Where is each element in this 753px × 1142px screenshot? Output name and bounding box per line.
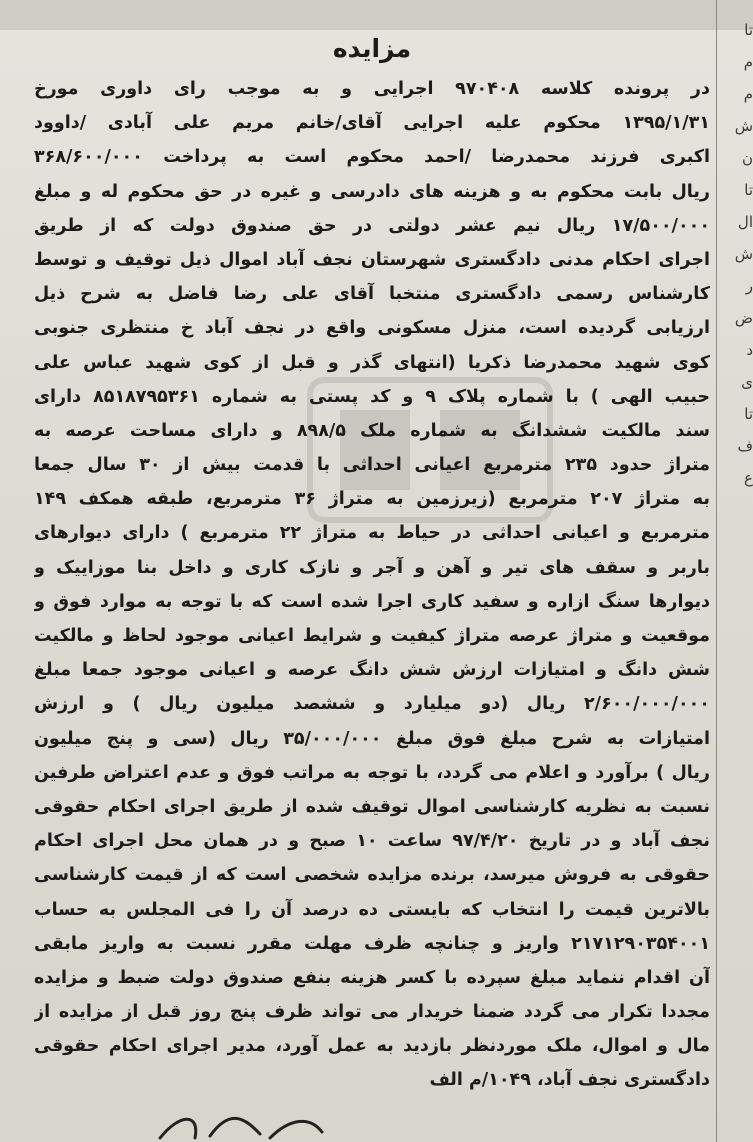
adjacent-column-text: تا bbox=[744, 405, 753, 423]
top-scan-strip bbox=[0, 0, 753, 30]
adjacent-column-fragment bbox=[720, 14, 753, 494]
adjacent-column-text: تا bbox=[744, 181, 753, 199]
notice-line: آن اقدام ننماید مبلغ سپرده با کسر هزینه بنفع صندوق دولت ضبط و مزایده bbox=[34, 967, 710, 988]
signature-scribble bbox=[150, 1108, 330, 1142]
notice-line: حبیب الهی ) با شماره پلاک ۹ و کد پستی به شماره ۸۵۱۸۷۹۵۳۶۱ دارای bbox=[34, 386, 710, 407]
notice-line: حقوقی به فروش میرسد، برنده مزایده شخصی است که از قیمت کارشناسی bbox=[34, 865, 710, 886]
adjacent-column-text: ع bbox=[744, 469, 753, 487]
column-divider bbox=[716, 0, 717, 1142]
adjacent-column-text: ی bbox=[741, 373, 753, 391]
adjacent-column-text: ف bbox=[737, 437, 753, 455]
notice-line: در پرونده کلاسه ۹۷۰۴۰۸ اجرایی و به موجب رای داوری مورخ bbox=[34, 79, 710, 99]
notice-line: ۲/۶۰۰/۰۰۰/۰۰۰ ریال (دو میلیارد و ششصد میلیون ریال ) و ارزش bbox=[34, 694, 710, 715]
notice-line: ۱۷/۵۰۰/۰۰۰ ریال نیم عشر دولتی در حق صندوق دولت که از طریق bbox=[34, 215, 710, 236]
notice-line: کارشناس رسمی دادگستری منتخبا آقای علی رضا فاضل به شرح ذیل bbox=[34, 284, 710, 305]
notice-line: دادگستری نجف آباد، ۱۰۴۹/م الف bbox=[429, 1070, 710, 1091]
notice-line: دیوارها سنگ ازاره و سفید کاری اجرا شده است که با توجه به موارد فوق و bbox=[34, 591, 710, 612]
notice-line: نسبت به نظریه کارشناسی اموال توقیف شده از طریق اجرای احکام حقوقی bbox=[34, 796, 710, 817]
notice-line: شش دانگ و امتیازات ارزش شش دانگ عرصه و اعیانی موجود جمعا مبلغ bbox=[34, 660, 710, 681]
notice-line: موقعیت و متراژ عرصه متراژ کیفیت و شرایط اعیانی موجود لحاظ و مالکیت bbox=[34, 626, 710, 646]
notice-line: کوی شهید محمدرضا ذکریا (انتهای گذر و قبل از کوی شهید عباس علی bbox=[34, 352, 710, 373]
notice-line: مجددا تکرار می گردد ضمنا خریدار می تواند ظرف پنج روز قبل از مزایده از bbox=[34, 1002, 710, 1023]
notice-line: ریال ) برآورد و اعلام می گردد، با توجه به مراتب فوق و عدم اعتراض طرفین bbox=[34, 762, 710, 783]
notice-line: امتیازات به شرح مبلغ فوق مبلغ ۳۵/۰۰۰/۰۰۰ ریال (سی و پنج میلیون bbox=[34, 728, 710, 749]
notice-line: ارزیابی گردیده است، منزل مسکونی واقع در نجف آباد خ منتظری جنوبی bbox=[34, 318, 710, 339]
notice-line: ریال بابت محکوم به و هزینه های دادرسی و غیره در حق محکوم له و مبلغ bbox=[34, 181, 710, 202]
notice-title: مزایده bbox=[332, 34, 412, 63]
adjacent-column-text: د bbox=[746, 341, 753, 359]
notice-line: ۱۳۹۵/۱/۳۱ محکوم علیه اجرایی آقای/خانم مریم علی آبادی /داوود bbox=[34, 113, 710, 134]
adjacent-column-text: ر bbox=[745, 277, 753, 295]
notice-line: بالاترین قیمت را انتخاب که بایستی ده درصد آن را فی المجلس به حساب bbox=[34, 899, 710, 920]
notice-body bbox=[34, 72, 710, 1098]
notice-line: مال و اموال، ملک موردنظر بازدید به عمل آورد، مدیر اجرای احکام حقوقی bbox=[34, 1036, 710, 1057]
notice-line: ۲۱۷۱۲۹۰۳۵۴۰۰۱ واریز و چنانچه ظرف مهلت مقرر نسبت به واریز مابقی bbox=[34, 933, 710, 954]
notice-line: سند مالکیت ششدانگ به شماره ملک ۸۹۸/۵ و دارای مساحت عرصه به bbox=[34, 420, 710, 441]
notice-line: باربر و سقف های تیر و آهن و آجر و نازک کاری و داخل بنا موزاییک و bbox=[34, 557, 710, 578]
notice-line: اکبری فرزند محمدرضا /احمد محکوم است به پرداخت ۳۶۸/۶۰۰/۰۰۰ bbox=[34, 147, 710, 168]
adjacent-column-text: ش bbox=[734, 245, 753, 263]
adjacent-column-text: ض bbox=[734, 309, 753, 327]
notice-line: مترمربع و اعیانی احداثی در حیاط به متراژ ۲۲ مترمربع ) دارای دیوارهای bbox=[34, 523, 710, 544]
adjacent-column-text: ش bbox=[734, 117, 753, 135]
notice-line: اجرای احکام مدنی دادگستری شهرستان نجف آباد اموال ذیل توقیف و توسط bbox=[34, 249, 710, 270]
adjacent-column-text: م bbox=[743, 85, 753, 103]
notice-line: نجف آباد و در تاریخ ۹۷/۴/۲۰ ساعت ۱۰ صبح و در همان محل اجرای احکام bbox=[34, 831, 710, 852]
adjacent-column-text: ن bbox=[741, 149, 753, 167]
adjacent-column-text: ال bbox=[737, 213, 753, 231]
auction-notice bbox=[34, 28, 710, 1098]
notice-line: متراژ حدود ۲۳۵ مترمربع اعیانی احداثی با قدمت بیش از ۳۰ سال جمعا bbox=[34, 455, 710, 476]
adjacent-column-text: تا bbox=[744, 21, 753, 39]
adjacent-column-text: م bbox=[743, 53, 753, 71]
notice-line: به متراژ ۲۰۷ مترمربع (زیرزمین به متراژ ۳۶ مترمربع، طبقه همکف ۱۴۹ bbox=[34, 489, 710, 510]
